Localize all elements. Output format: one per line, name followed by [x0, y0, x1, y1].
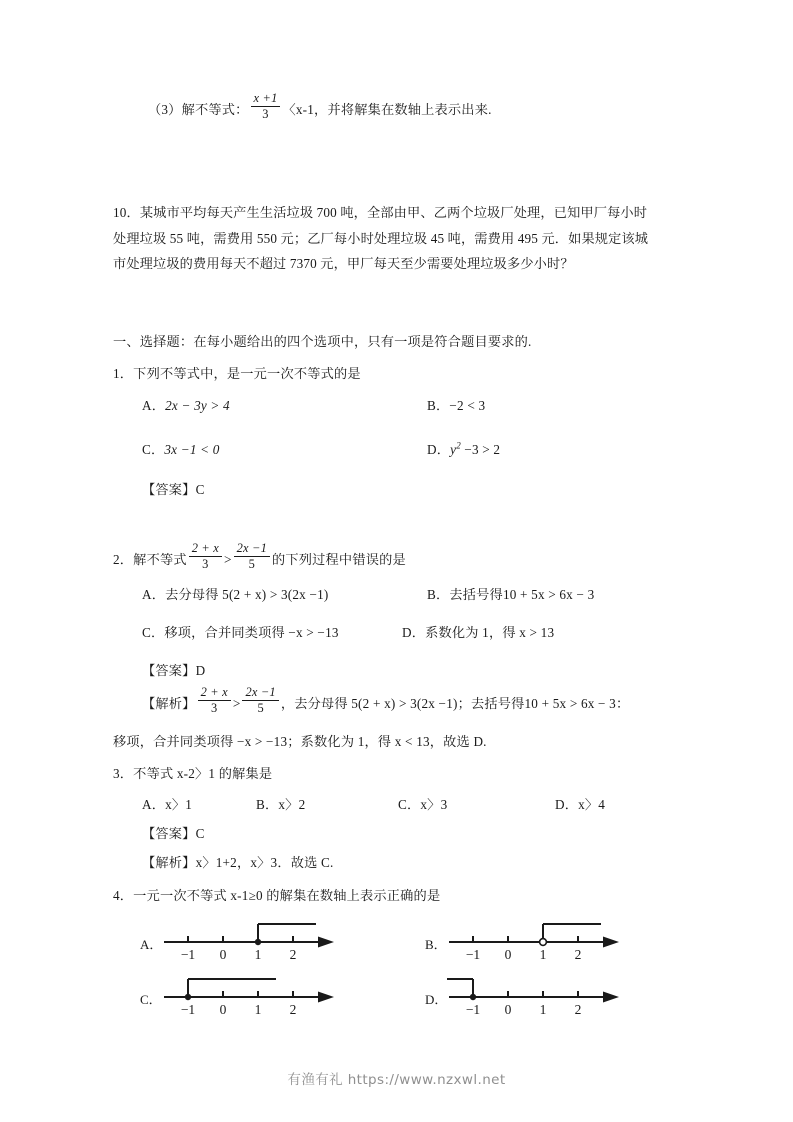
option-a-label: A．	[142, 587, 166, 602]
question-10-line-3: 市处理垃圾的费用每天不超过 7370 元，甲厂每天至少需要处理垃圾多少小时？	[113, 256, 574, 272]
option-d-label: D．	[402, 625, 426, 640]
answer-tag: 【答案】	[142, 482, 196, 497]
analysis-text: x〉1+2，x〉3．故选 C.	[195, 855, 334, 870]
option-b-label: B．	[427, 398, 450, 413]
question-1-option-c	[142, 438, 220, 462]
question-4-option-b	[425, 912, 625, 964]
question-3-option-b: B．x〉2	[256, 797, 306, 812]
section-heading-choice: 一、选择题：在每小题给出的四个选项中，只有一项是符合题目要求的.	[113, 334, 532, 349]
option-c-label: C．	[142, 442, 165, 457]
tick-label-1: 1	[539, 1002, 547, 1017]
question-10	[113, 200, 693, 277]
question-2-stem-pre: 2．解不等式	[113, 551, 187, 567]
question-3-stem: 3．不等式 x-2〉1 的解集是	[113, 766, 273, 781]
question-3-option-d: D．x〉4	[555, 797, 606, 812]
fraction-numerator: 2x −1	[245, 684, 276, 699]
question-2-analysis-line-1	[142, 684, 630, 720]
tick-label-minus-1: −1	[180, 947, 196, 962]
answer-value: C	[195, 482, 205, 497]
answer-tag: 【答案】	[142, 826, 196, 841]
answer-value: C	[195, 826, 205, 841]
analysis-tag: 【解析】	[142, 855, 196, 870]
option-c-expression: 3x −1 < 0	[164, 442, 220, 457]
question-3-answer	[142, 822, 205, 846]
fraction-denominator: 3	[251, 106, 281, 122]
fraction-x-plus-1-over-3	[251, 92, 281, 122]
number-line-a	[140, 912, 340, 964]
fraction-numerator: 2 + x	[191, 540, 219, 555]
q3-number: （3）	[148, 101, 182, 117]
option-a-text: 去分母得 5(2 + x) > 3(2x −1)	[165, 587, 329, 602]
fraction-denominator: 3	[198, 700, 231, 716]
fraction-numerator: 2 + x	[200, 684, 228, 699]
tick-label-2: 2	[574, 947, 582, 962]
question-1-option-a	[142, 394, 230, 418]
tick-label-minus-1: −1	[465, 1002, 481, 1017]
fraction-numerator: x +1	[253, 90, 278, 105]
fraction-denominator: 3	[189, 556, 222, 572]
option-b-expression: −2 < 3	[449, 398, 486, 413]
fraction-numerator: 2x −1	[236, 540, 267, 555]
question-2-analysis-line-2: 移项，合并同类项得 −x > −13；系数化为 1，得 x < 13，故选 D.	[113, 734, 487, 749]
tick-label-1: 1	[254, 1002, 262, 1017]
greater-than-sign: >	[224, 551, 232, 567]
tick-label-0: 0	[504, 947, 512, 962]
question-1-option-d	[427, 438, 500, 462]
question-1-answer	[142, 478, 205, 502]
option-c-text: 移项，合并同类项得 −x > −13	[164, 625, 339, 640]
tick-label-minus-1: −1	[180, 1002, 196, 1017]
option-d-text: 系数化为 1，得 x > 13	[425, 625, 555, 640]
option-a-label: A．	[142, 398, 166, 413]
option-d-label: D．	[427, 442, 451, 457]
question-4-option-a	[140, 912, 340, 964]
analysis-tag: 【解析】	[142, 695, 196, 711]
answer-tag: 【答案】	[142, 663, 196, 678]
number-line-b	[425, 912, 625, 964]
question-10-line-1: 10．某城市平均每天产生生活垃圾 700 吨，全部由甲、乙两个垃圾厂处理，已知甲厂每小时	[113, 205, 648, 220]
question-2-option-d	[402, 621, 554, 645]
question-3-option-a: A．x〉1	[142, 797, 193, 812]
option-d-rest: −3 > 2	[460, 442, 501, 457]
fraction-2-plus-x-over-3	[198, 686, 231, 716]
fraction-denominator: 5	[242, 700, 278, 716]
question-2-answer	[142, 659, 205, 683]
question-4-option-d	[425, 967, 625, 1019]
fraction-2-plus-x-over-3	[189, 542, 222, 572]
option-c-label: C．	[140, 992, 162, 1007]
fraction-2x-minus-1-over-5	[242, 686, 278, 716]
option-a-label: A．	[140, 937, 163, 952]
option-a-expression: 2x − 3y > 4	[165, 398, 230, 413]
fraction-2x-minus-1-over-5	[234, 542, 270, 572]
option-d-exponent: 2	[456, 440, 461, 451]
question-3-option-c: C．x〉3	[398, 797, 448, 812]
question-1-option-b	[427, 394, 485, 418]
footer-watermark: 有渔有礼 https://www.nzxwl.net	[287, 1072, 506, 1088]
question-10-line-2: 处理垃圾 55 吨，需费用 550 元；乙厂每小时处理垃圾 45 吨，需费用 495 元．如果规定该城	[113, 230, 649, 246]
question-2-option-b	[427, 583, 594, 607]
question-3-tail	[148, 90, 492, 126]
tick-label-0: 0	[219, 947, 227, 962]
tick-label-2: 2	[289, 1002, 297, 1017]
question-2-option-c	[142, 621, 339, 645]
answer-value: D	[195, 663, 206, 678]
question-4-option-c	[140, 967, 340, 1019]
option-d-label: D．	[425, 992, 448, 1007]
greater-than-sign: >	[232, 695, 241, 711]
q3-lead: 解不等式：	[181, 101, 249, 117]
question-2-stem	[113, 540, 406, 576]
analysis-middle-text: ，去分母得 5(2 + x) > 3(2x −1)；去括号得10 + 5x > 6x − 3：	[280, 695, 630, 711]
tick-label-1: 1	[539, 947, 547, 962]
tick-label-1: 1	[254, 947, 262, 962]
tick-label-0: 0	[219, 1002, 227, 1017]
fraction-denominator: 5	[234, 556, 270, 572]
tick-label-2: 2	[574, 1002, 582, 1017]
tick-label-minus-1: −1	[465, 947, 481, 962]
option-b-label: B．	[425, 937, 447, 952]
number-line-d	[425, 967, 625, 1019]
tick-label-0: 0	[504, 1002, 512, 1017]
q3-tail-text: 〈x-1，并将解集在数轴上表示出来.	[282, 101, 492, 117]
question-2-option-a	[142, 583, 329, 607]
question-1-stem: 1．下列不等式中，是一元一次不等式的是	[113, 366, 361, 381]
option-b-label: B．	[427, 587, 450, 602]
option-b-text: 去括号得10 + 5x > 6x − 3	[449, 587, 595, 602]
question-2-stem-post: 的下列过程中错误的是	[272, 551, 406, 567]
option-c-label: C．	[142, 625, 165, 640]
question-4-stem: 4．一元一次不等式 x-1≥0 的解集在数轴上表示正确的是	[113, 888, 441, 903]
number-line-c	[140, 967, 340, 1019]
question-3-analysis	[142, 851, 333, 875]
option-d-base: y	[450, 442, 457, 457]
tick-label-2: 2	[289, 947, 297, 962]
